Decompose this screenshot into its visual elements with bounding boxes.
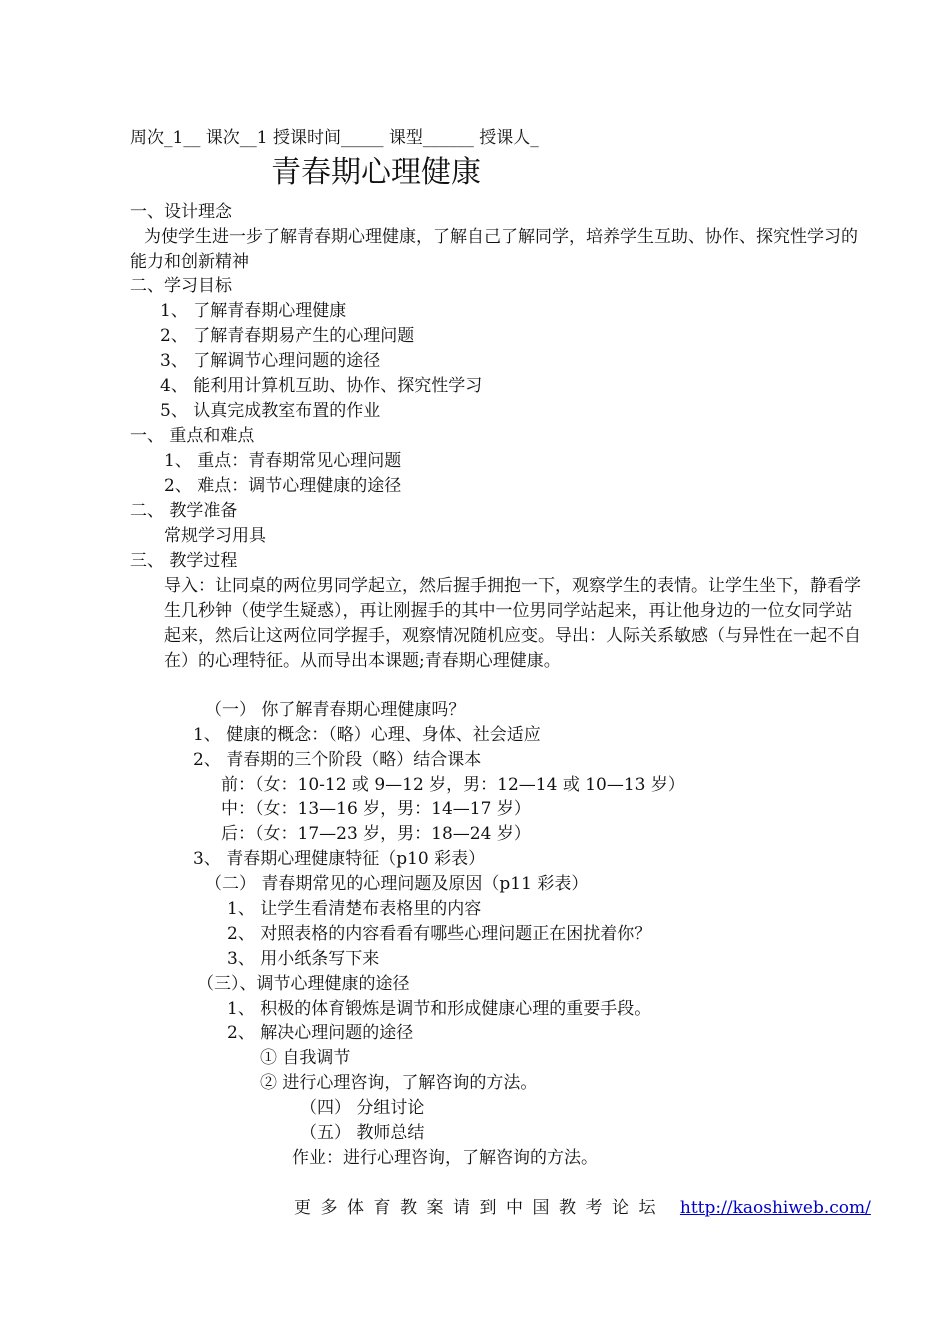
- key-point-item: 2、 难点：调节心理健康的途径: [164, 476, 402, 496]
- part5-heading: （五） 教师总结: [300, 1123, 425, 1143]
- header-line: 周次_1__ 课次__1 授课时间_____ 课型______ 授课人_: [130, 128, 539, 148]
- section-heading-goals: 二、学习目标: [130, 276, 232, 296]
- section-heading-process: 三、 教学过程: [130, 551, 238, 571]
- part2-item: 3、 用小纸条写下来: [227, 949, 380, 969]
- homework-text: 作业：进行心理咨询，了解咨询的方法。: [292, 1148, 598, 1168]
- goal-item: 3、 了解调节心理问题的途径: [160, 351, 381, 371]
- part2-item: 1、 让学生看清楚布表格里的内容: [227, 899, 482, 919]
- part1-item: 3、 青春期心理健康特征（p10 彩表）: [193, 849, 486, 869]
- part3-sub-item: ② 进行心理咨询，了解咨询的方法。: [260, 1073, 538, 1093]
- section-heading-preparation: 二、 教学准备: [130, 501, 238, 521]
- goal-item: 2、 了解青春期易产生的心理问题: [160, 326, 415, 346]
- footer-link[interactable]: http://kaoshiweb.com/: [679, 1198, 871, 1218]
- stage-item: 前：（女：10-12 或 9—12 岁，男：12—14 或 10—13 岁）: [221, 775, 685, 795]
- key-point-item: 1、 重点：青春期常见心理问题: [164, 451, 402, 471]
- part2-heading: （二） 青春期常见的心理问题及原因（p11 彩表）: [205, 874, 589, 894]
- footer-text: 更多体育教案请到中国教考论坛: [294, 1198, 665, 1218]
- design-paragraph: 为使学生进一步了解青春期心理健康，了解自己了解同学，培养学生互助、协作、探究性学习的能力和创新精神: [130, 227, 858, 272]
- page-title: 青春期心理健康: [271, 155, 481, 190]
- goal-item: 1、 了解青春期心理健康: [160, 301, 347, 321]
- footer: [294, 1197, 871, 1219]
- part2-item: 2、 对照表格的内容看看有哪些心理问题正在困扰着你？: [227, 924, 652, 944]
- part3-heading: （三）、调节心理健康的途径: [197, 974, 410, 994]
- part1-item: 2、 青春期的三个阶段（略）结合课本: [193, 750, 482, 770]
- stage-item: 后：（女：17—23 岁，男：18—24 岁）: [221, 824, 531, 844]
- intro-paragraph: 导入：让同桌的两位男同学起立，然后握手拥抱一下，观察学生的表情。让学生坐下，静看学生几秒钟（使学生疑惑），再让刚握手的其中一位男同学站起来，再让他身边的一位女同学站起来，然后让这两位同学握手，观察情况随机应变。导出：人际关系敏感（与异性在一起不自在）的心理特征。从而导出本课题;青春期心理健康。: [164, 576, 861, 671]
- goal-item: 4、 能利用计算机互助、协作、探究性学习: [160, 376, 483, 396]
- stage-item: 中：（女：13—16 岁，男：14—17 岁）: [221, 799, 531, 819]
- part3-sub-item: ① 自我调节: [260, 1048, 351, 1068]
- part1-heading: （一） 你了解青春期心理健康吗？: [205, 700, 466, 720]
- goal-item: 5、 认真完成教室布置的作业: [160, 401, 381, 421]
- part3-item: 2、 解决心理问题的途径: [227, 1023, 414, 1043]
- part4-heading: （四） 分组讨论: [300, 1098, 425, 1118]
- section-heading-key-points: 一、 重点和难点: [130, 426, 255, 446]
- part1-item: 1、 健康的概念：（略）心理、身体、社会适应: [193, 725, 541, 745]
- preparation-text: 常规学习用具: [164, 526, 266, 546]
- part3-item: 1、 积极的体育锻炼是调节和形成健康心理的重要手段。: [227, 999, 652, 1019]
- section-heading-design: 一、设计理念: [130, 202, 232, 222]
